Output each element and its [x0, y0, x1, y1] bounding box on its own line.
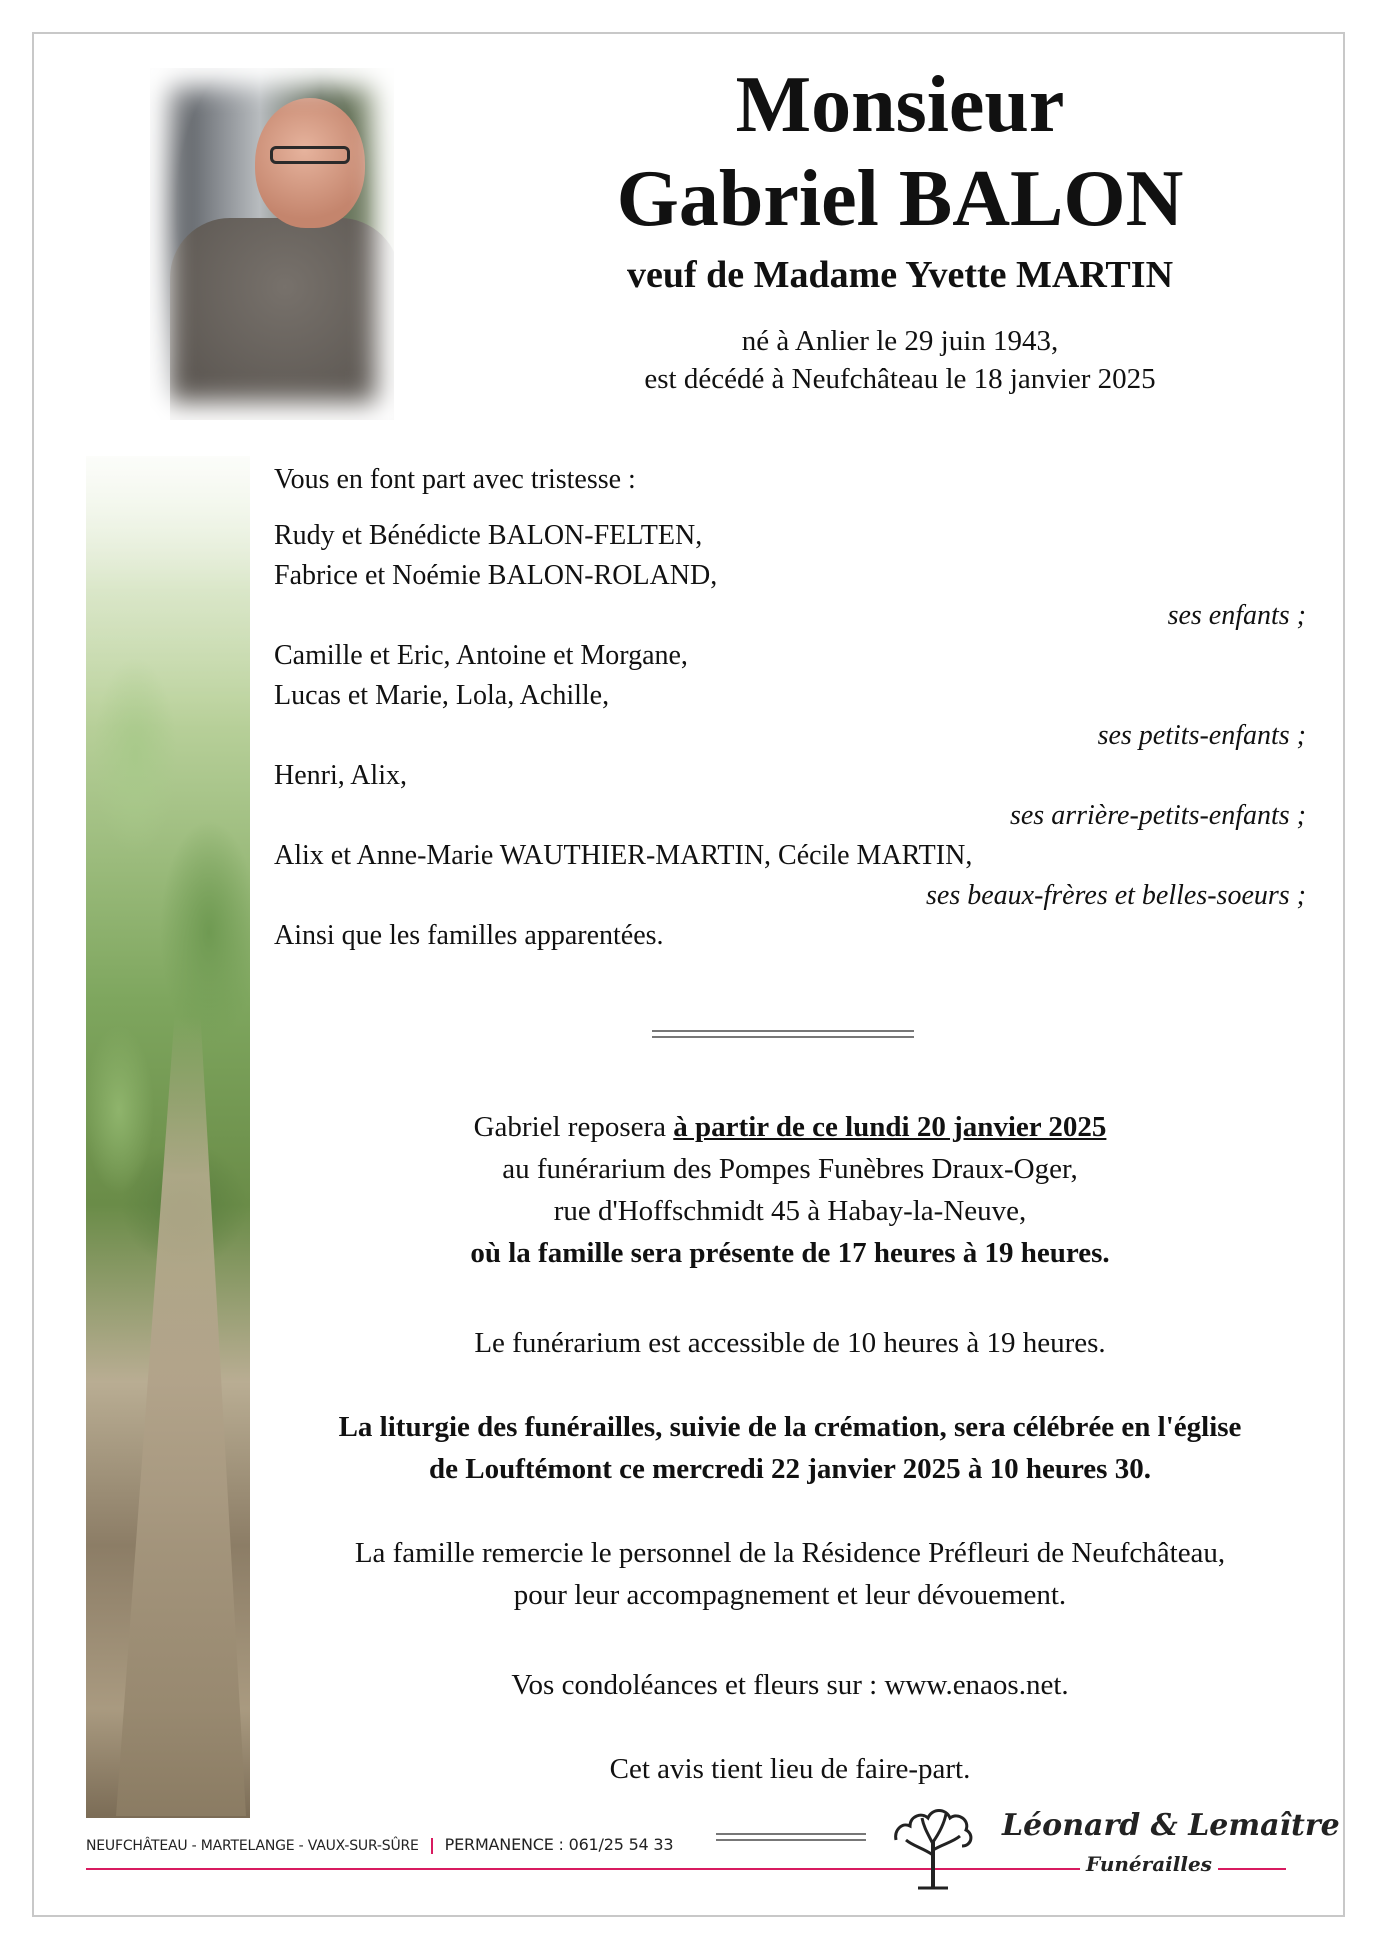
title-name: Gabriel BALON [616, 155, 1184, 243]
thanks-line-2: pour leur accompagnement et leur dévouement. [513, 1579, 1067, 1611]
footer-locations: NEUFCHÂTEAU - MARTELANGE - VAUX-SUR-SÛRE [86, 1838, 419, 1854]
family-line: Fabrice et Noémie BALON-ROLAND, [274, 560, 718, 591]
family-relation: ses petits-enfants ; [1097, 720, 1306, 751]
footer-permanence: PERMANENCE : 061/25 54 33 [444, 1835, 674, 1854]
thanks-line-1: La famille remercie le personnel de la Résidence Préfleuri de Neufchâteau, [354, 1537, 1226, 1569]
family-relation: ses beaux-frères et belles-soeurs ; [926, 880, 1306, 911]
rest-date: à partir de ce lundi 20 janvier 2025 [673, 1111, 1107, 1143]
rest-place-2: rue d'Hoffschmidt 45 à Habay-la-Neuve, [553, 1195, 1027, 1227]
forest-path-image [86, 456, 250, 1818]
family-intro: Vous en font part avec tristesse : [274, 464, 636, 495]
footer-divider [431, 1838, 433, 1854]
access-line: Le funérarium est accessible de 10 heures à 19 heures. [474, 1327, 1106, 1359]
tree-logo-icon [888, 1800, 978, 1890]
family-line: Alix et Anne-Marie WAUTHIER-MARTIN, Cécile MARTIN, [274, 840, 973, 871]
footer-contact [86, 1835, 673, 1854]
family-line: Lucas et Marie, Lola, Achille, [274, 680, 610, 711]
title-civility: Monsieur [735, 61, 1065, 149]
family-line: Camille et Eric, Antoine et Morgane, [274, 640, 688, 671]
family-line: Henri, Alix, [274, 760, 407, 791]
family-line: Ainsi que les familles apparentées. [274, 920, 664, 951]
rest-line [274, 1106, 1306, 1148]
liturgy-line-1: La liturgie des funérailles, suivie de la crémation, sera célébrée en l'église [338, 1411, 1242, 1443]
footer-gray-rule [716, 1833, 866, 1841]
life-dates [500, 322, 1300, 398]
family-relation: ses arrière-petits-enfants ; [1009, 800, 1306, 831]
liturgy-line-2: de Louftémont ce mercredi 22 janvier 2025 à 10 heures 30. [429, 1453, 1151, 1485]
thanks-block [274, 1532, 1306, 1616]
family-list [274, 516, 1306, 956]
family-line: Rudy et Bénédicte BALON-FELTEN, [274, 520, 703, 551]
widow-line: veuf de Madame Yvette MARTIN [626, 254, 1174, 296]
section-separator [652, 1030, 914, 1038]
death-line: est décédé à Neufchâteau le 18 janvier 2025 [644, 363, 1156, 395]
notice-line: Cet avis tient lieu de faire-part. [609, 1753, 971, 1785]
liturgy-block [274, 1406, 1306, 1490]
brand-subtitle: Funérailles [1080, 1852, 1218, 1876]
rest-place-1: au funérarium des Pompes Funèbres Draux-Oger, [502, 1153, 1078, 1185]
condolences-line: Vos condoléances et fleurs sur : www.enaos.net. [511, 1669, 1069, 1701]
rest-prefix: Gabriel reposera [473, 1111, 674, 1143]
family-relation: ses enfants ; [1167, 600, 1306, 631]
portrait-photo [150, 68, 394, 420]
forest-path-shape [116, 1016, 246, 1816]
family-present-line: où la famille sera présente de 17 heures à 19 heures. [470, 1237, 1110, 1269]
visitation-block [274, 1106, 1306, 1274]
photo-vignette [150, 68, 394, 420]
birth-line: né à Anlier le 29 juin 1943, [741, 325, 1059, 357]
brand-name: Léonard & Lemaître [1002, 1808, 1340, 1843]
